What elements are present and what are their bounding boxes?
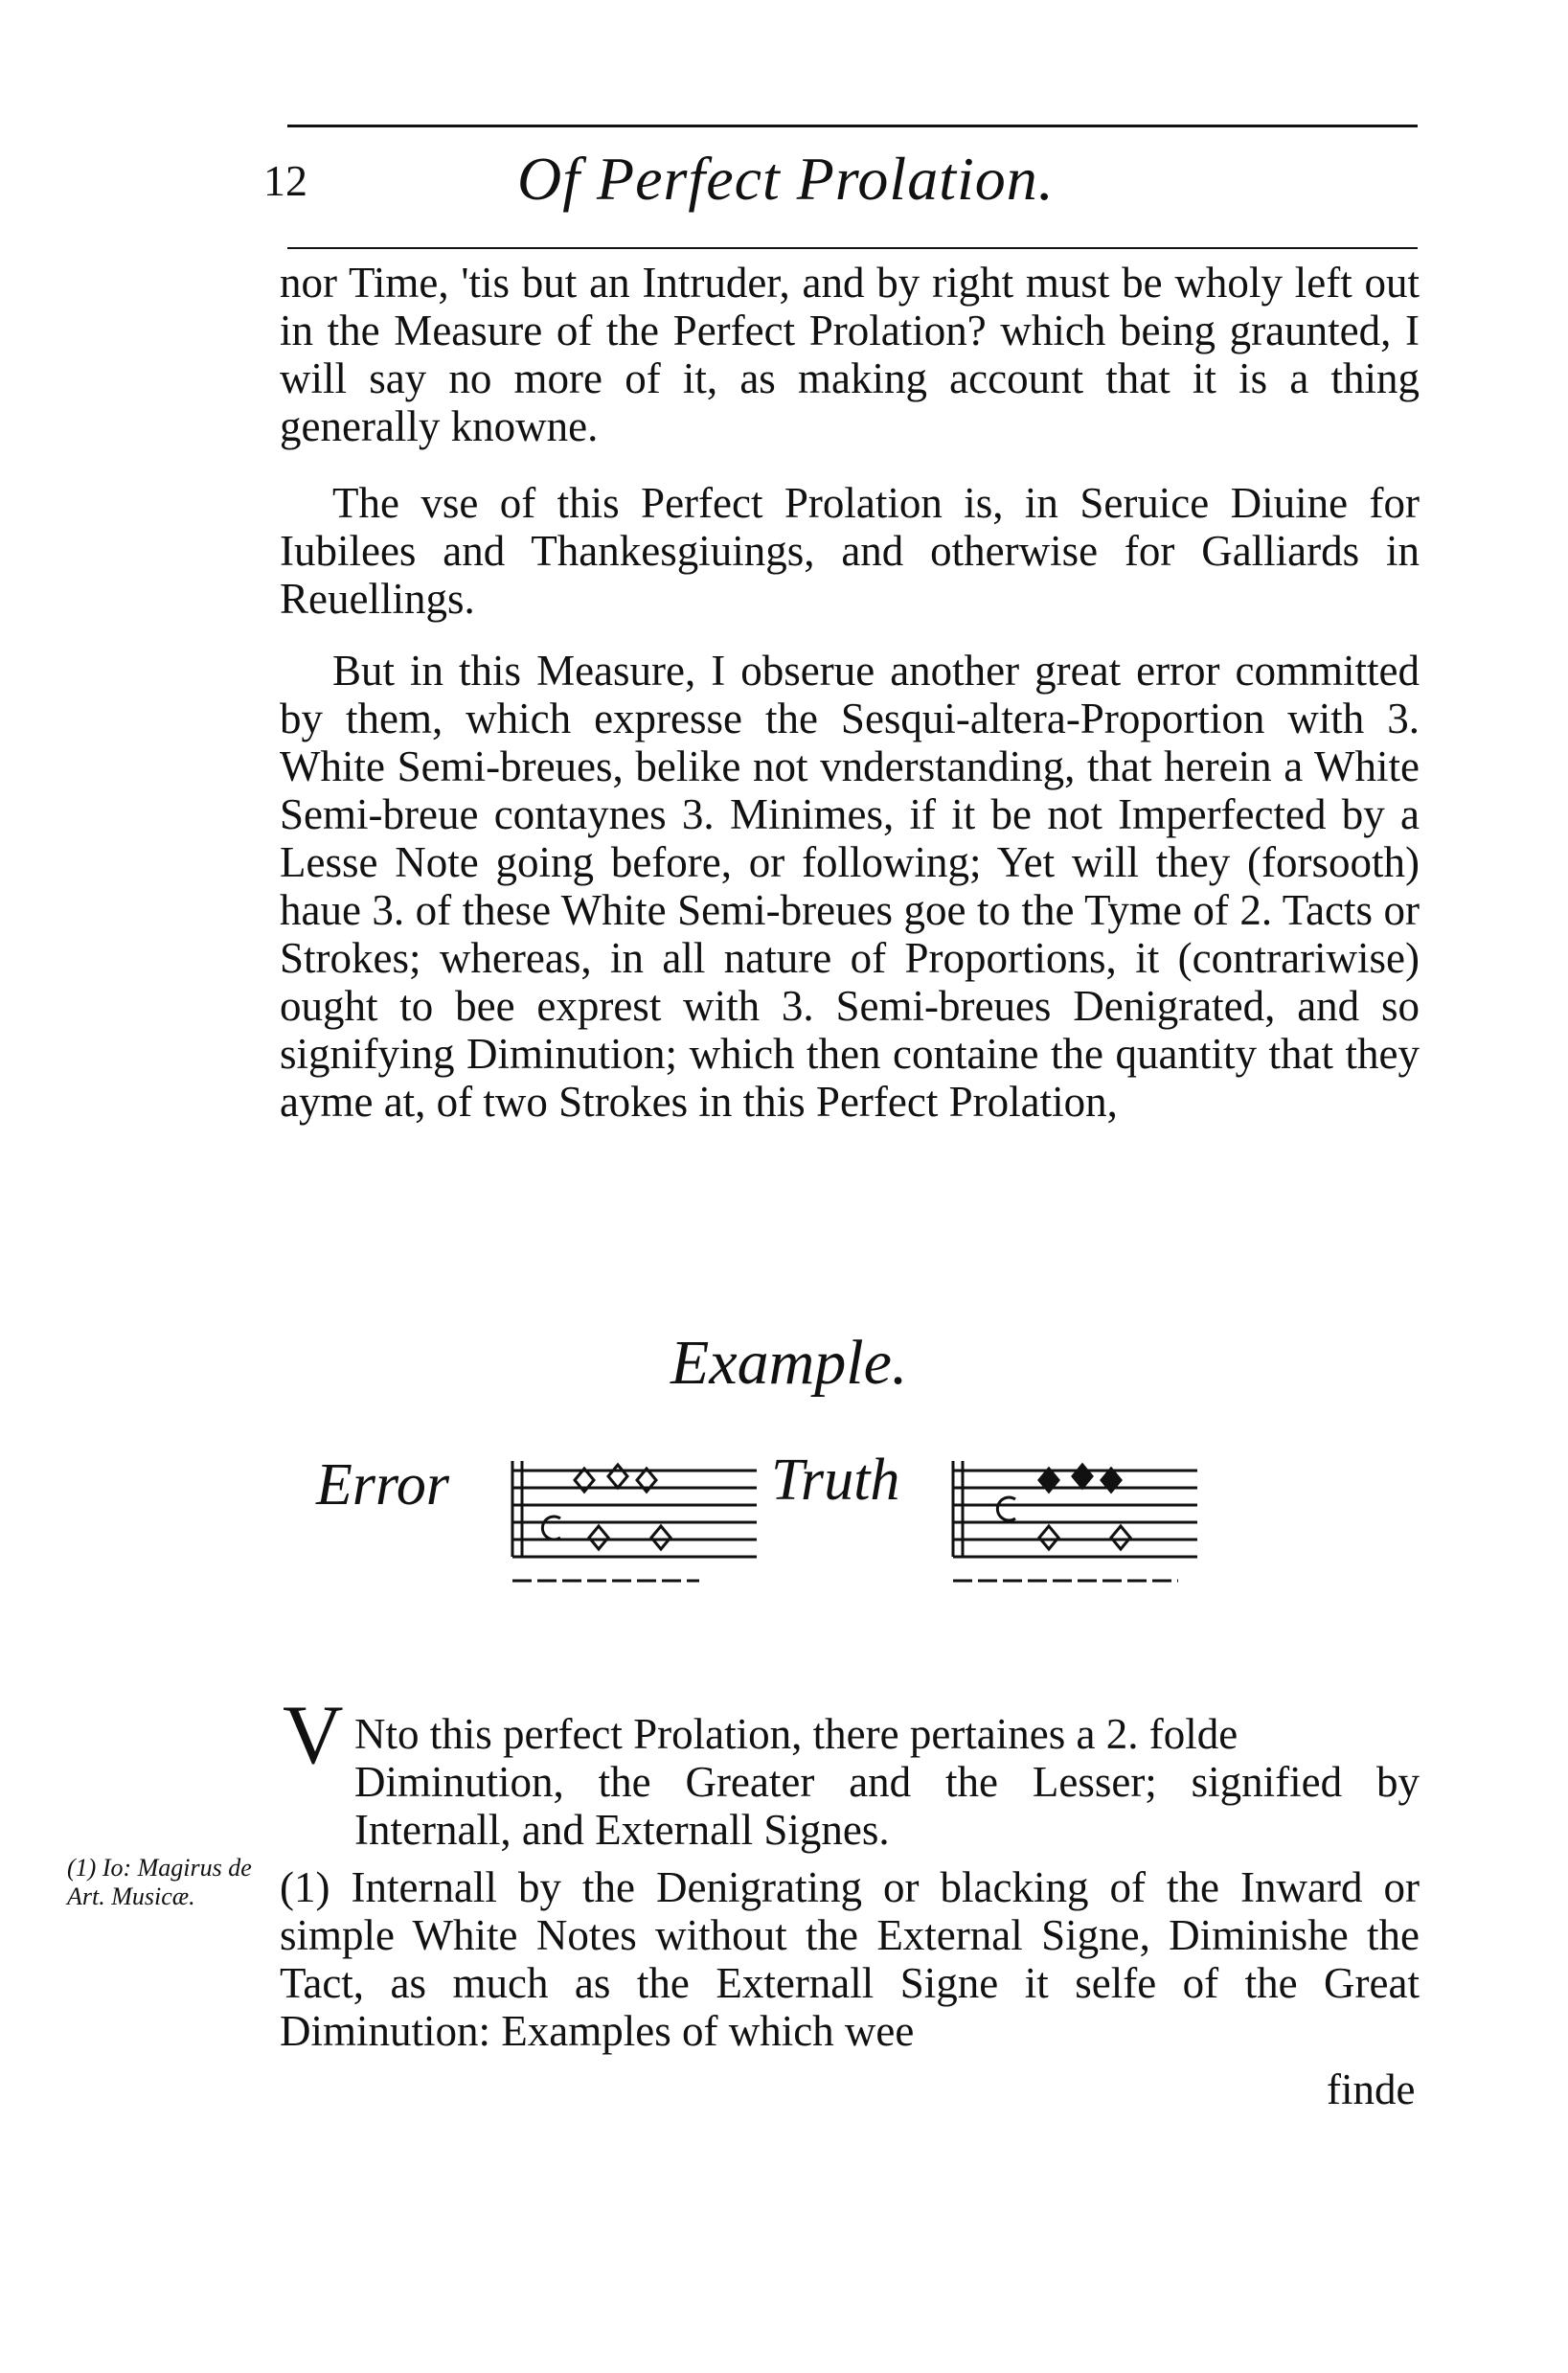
running-head: Of Perfect Prolation. xyxy=(517,145,1055,213)
paragraph-4-rest: Diminution, the Greater and the Lesser; signified by Internall, and Externall Signes. xyxy=(354,1758,1420,1854)
paragraph-4 xyxy=(280,1710,1420,1854)
paragraph-4-first-line: Nto this perfect Prolation, there pertaines a 2. folde xyxy=(354,1710,1238,1758)
paragraph-3: But in this Measure, I obserue another great error committed by them, which expresse the Sesqui-altera-Proportion with 3. White Semi-breues, belike not vnderstanding, that herein a White Semi-breue contaynes 3. Minimes, if it be not Imperfected by a Lesse Note going before, or following; Yet will they (forsooth) haue 3. of these White Semi-breues goe to the Tyme of 2. Tacts or Strokes; whereas, in all nature of Proportions, it (contrariwise) ought to bee exprest with 3. Semi-breues Denigrated, and so signifying Diminution; which then containe the quantity that they ayme at, of two Strokes in this Perfect Prolation, xyxy=(280,647,1420,1126)
music-example-truth xyxy=(948,1442,1207,1595)
music-example-error xyxy=(508,1442,766,1595)
label-error: Error xyxy=(316,1452,449,1517)
header-rule-top xyxy=(287,125,1418,127)
paragraph-5: (1) Internall by the Denigrating or blacking of the Inward or simple White Notes without the External Signe, Diminishe the Tact, as much as the Externall Signe it selfe of the Great Diminution: Examples of which wee xyxy=(280,1863,1420,2055)
header-rule-bottom xyxy=(287,247,1418,249)
label-truth: Truth xyxy=(771,1448,900,1513)
paragraph-1: nor Time, 'tis but an Intruder, and by right must be wholy left out in the Measure of the Perfect Prolation? which being graunted, I will say no more of it, as making account that it is a thing generally knowne. xyxy=(280,259,1420,450)
example-heading: Example. xyxy=(670,1328,908,1398)
paragraph-2: The vse of this Perfect Prolation is, in Seruice Diuine for Iubilees and Thankesgiuings, and otherwise for Galliards in Reuellings. xyxy=(280,479,1420,623)
margin-note: (1) Io: Magirus de Art. Musicæ. xyxy=(67,1854,252,1910)
page-number: 12 xyxy=(263,156,307,205)
catchword: finde xyxy=(1327,2065,1416,2113)
drop-cap: V xyxy=(283,1689,344,1782)
